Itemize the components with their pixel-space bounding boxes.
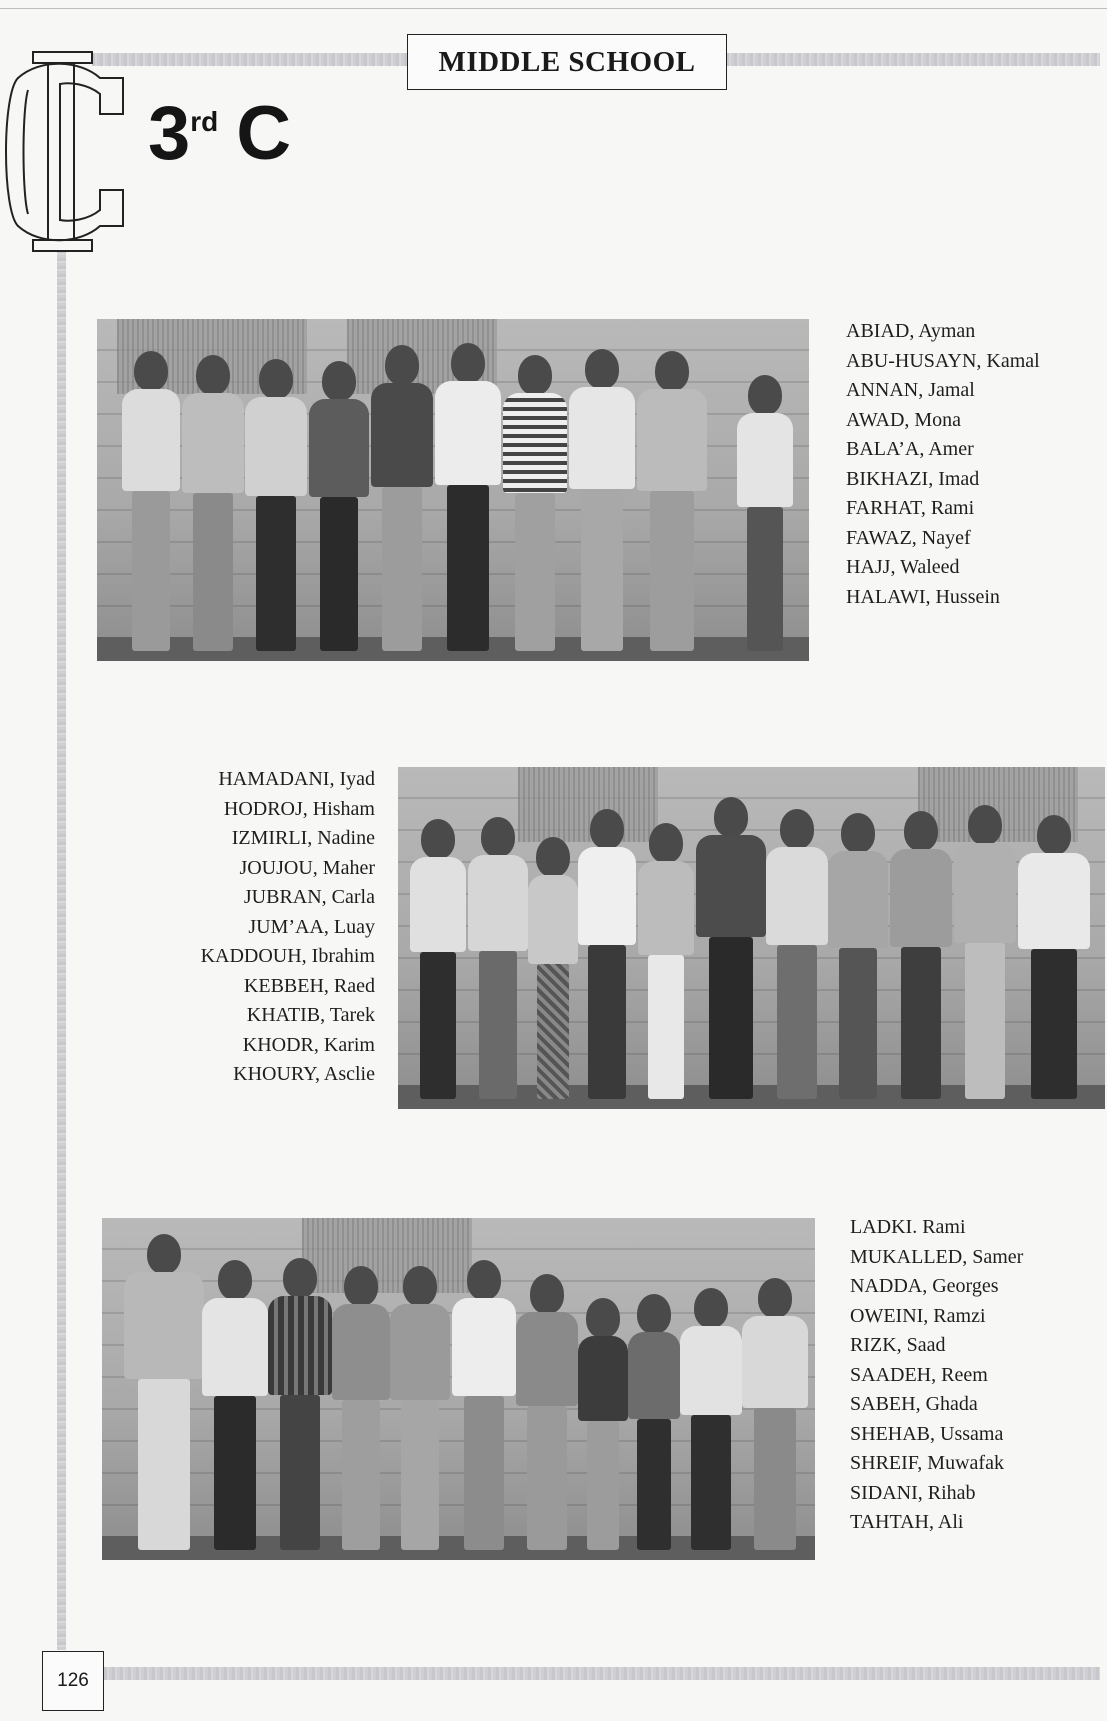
- student-name: IZMIRLI, Nadine: [231, 827, 375, 849]
- student-name: MUKALLED, Samer: [850, 1245, 1024, 1268]
- student-name: RIZK, Saad: [850, 1334, 946, 1356]
- student-name: JUBRAN, Carla: [243, 886, 375, 908]
- student-name: ANNAN, Jamal: [846, 379, 975, 401]
- student-name: BALA’A, Amer: [846, 438, 974, 460]
- name-list-1: [846, 317, 1040, 612]
- student-name: KEBBEH, Raed: [243, 974, 375, 997]
- student-name: JUM’AA, Luay: [248, 915, 375, 938]
- student-name: FARHAT, Rami: [846, 497, 975, 519]
- page-number: 126: [42, 1651, 104, 1711]
- student-name: FAWAZ, Nayef: [846, 526, 971, 549]
- student-name: LADKI. Rami: [850, 1216, 966, 1238]
- student-name: SABEH, Ghada: [850, 1393, 978, 1415]
- group-photo-2: [398, 767, 1105, 1109]
- name-list-2: [150, 765, 375, 1090]
- student-name: NADDA, Georges: [850, 1275, 999, 1297]
- student-name: KHODR, Karim: [242, 1033, 375, 1056]
- group-photo-3: [102, 1218, 815, 1560]
- ic-monogram-logo: [0, 50, 128, 255]
- left-margin-rule: [57, 250, 66, 1650]
- student-name: ABIAD, Ayman: [846, 320, 976, 342]
- student-name: HODROJ, Hisham: [223, 797, 375, 820]
- header-rule-right: [726, 53, 1100, 66]
- class-title: [148, 91, 292, 176]
- student-name: TAHTAH, Ali: [850, 1511, 964, 1533]
- header-rule-left: [92, 53, 407, 66]
- student-name: SIDANI, Rihab: [850, 1481, 976, 1504]
- student-name: SHREIF, Muwafak: [850, 1452, 1004, 1474]
- footer-rule: [104, 1667, 1100, 1680]
- student-name: SHEHAB, Ussama: [850, 1422, 1004, 1445]
- class-number: 3: [148, 91, 191, 176]
- student-name: ABU-HUSAYN, Kamal: [846, 349, 1040, 372]
- section-label: MIDDLE SCHOOL: [407, 34, 727, 90]
- student-name: JOUJOU, Maher: [239, 856, 375, 879]
- student-name: SAADEH, Reem: [850, 1363, 988, 1386]
- student-name: OWEINI, Ramzi: [850, 1304, 986, 1327]
- student-name: KADDOUH, Ibrahim: [200, 945, 375, 967]
- top-rule: [0, 8, 1107, 9]
- student-name: AWAD, Mona: [846, 408, 962, 431]
- class-section: C: [236, 91, 292, 176]
- student-name: HAMADANI, Iyad: [218, 768, 375, 790]
- student-name: HAJJ, Waleed: [846, 556, 960, 578]
- class-number-suffix: rd: [190, 106, 219, 137]
- student-name: BIKHAZI, Imad: [846, 467, 980, 490]
- name-list-3: [850, 1213, 1023, 1538]
- student-name: KHATIB, Tarek: [246, 1004, 375, 1026]
- student-name: KHOURY, Asclie: [233, 1063, 375, 1085]
- student-name: HALAWI, Hussein: [846, 585, 1000, 608]
- group-photo-1: [97, 319, 809, 661]
